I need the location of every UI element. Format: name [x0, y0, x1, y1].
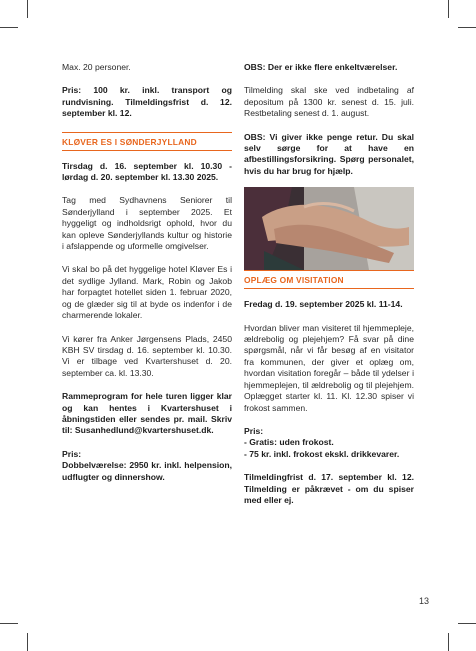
crop-mark [458, 623, 476, 624]
crop-mark [458, 27, 476, 28]
registration-deadline: Tilmeldingfrist d. 17. september kl. 12. Tilmelding er påkrævet - om du spiser med eller ej. [244, 472, 414, 505]
hands-photo [244, 187, 414, 270]
page-number: 13 [419, 596, 430, 606]
section-heading-visitation: OPLÆG OM VISITATION [244, 270, 414, 289]
trip-price [62, 449, 232, 483]
left-column [62, 62, 232, 495]
price-free: - Gratis: uden frokost. [244, 437, 334, 448]
departure-info: Vi kører fra Anker Jørgensens Plads, 2450 KBH SV tirsdag d. 16. september kl. 10.30. Vi er tilbage ved Kvartershuset d. 20. september ca. kl. 13.30. [62, 333, 232, 378]
price-details: Dobbelværelse: 2950 kr. inkl. helpension, udflugter og dinnershow. [62, 460, 232, 482]
price-label: Pris: [244, 425, 264, 436]
visitation-date: Fredag d. 19. september 2025 kl. 11-14. [244, 299, 403, 310]
refund-notice: OBS: Vi giver ikke penge retur. Du skal selv sørge for at have en afbestillingsforsikring. Spørg personalet, hvis du har brug for hjælp. [244, 131, 414, 176]
trip-date: Tirsdag d. 16. september kl. 10.30 - lørdag d. 20. september kl. 13.30 2025. [62, 160, 232, 183]
group-size: Max. 20 personer. [62, 62, 131, 72]
crop-mark [448, 0, 449, 18]
hands-image [244, 187, 414, 270]
visitation-description: Hvordan bliver man visiteret til hjemmepleje, ældrebolig og plejehjem? Få svar på dine spørgsmål, når vi får besøg af en visitator fra kommunen, der giver et oplæg om, hvordan visitation foregår – både til ydelser i hjemmeplejen, til ældrebolig og til plejehjem. Oplægget starter kl. 11. Kl. 12.30 spiser vi frokost sammen. [244, 322, 414, 413]
crop-mark [0, 623, 18, 624]
right-column [244, 62, 414, 518]
price-label: Pris: [62, 448, 82, 459]
crop-mark [0, 27, 18, 28]
hotel-description: Vi skal bo på det hyggelige hotel Kløver Es i det sydlige Jylland. Mark, Robin og Jakob har forpagtet hotellet siden 1. februar 2020, og de glæder sig til at byde os indenfor i de charmerende lokaler. [62, 264, 232, 321]
program-info: Rammeprogram for hele turen ligger klar og kan hentes i Kvartershuset i åbningstiden eller sendes pr. mail. Skriv til: Susanhedlund@kvartershuset.dk. [62, 391, 232, 436]
section-heading-klover-es: KLØVER ES I SØNDERJYLLAND [62, 132, 232, 151]
visitation-price [244, 426, 414, 460]
crop-mark [27, 633, 28, 651]
single-rooms-notice: OBS: Der er ikke flere enkeltværelser. [244, 62, 398, 72]
tour-price: Pris: 100 kr. inkl. transport og rundvisning. Tilmeldingsfrist d. 12. september kl. 12. [62, 85, 232, 119]
payment-info: Tilmelding skal ske ved indbetaling af depositum på 1300 kr. senest d. 15. juli. Restbetaling senest d. 1. august. [244, 85, 414, 119]
crop-mark [27, 0, 28, 18]
trip-intro: Tag med Sydhavnens Seniorer til Sønderjylland i september 2025. Et hyggeligt og indholdsrigt ophold, hvor du kan opleve Sønderjyllands kultur og historie i afslappende og uformelle omgivelser. [62, 195, 232, 252]
crop-mark [448, 633, 449, 651]
price-with-lunch: - 75 kr. inkl. frokost ekskl. drikkevarer. [244, 448, 400, 459]
